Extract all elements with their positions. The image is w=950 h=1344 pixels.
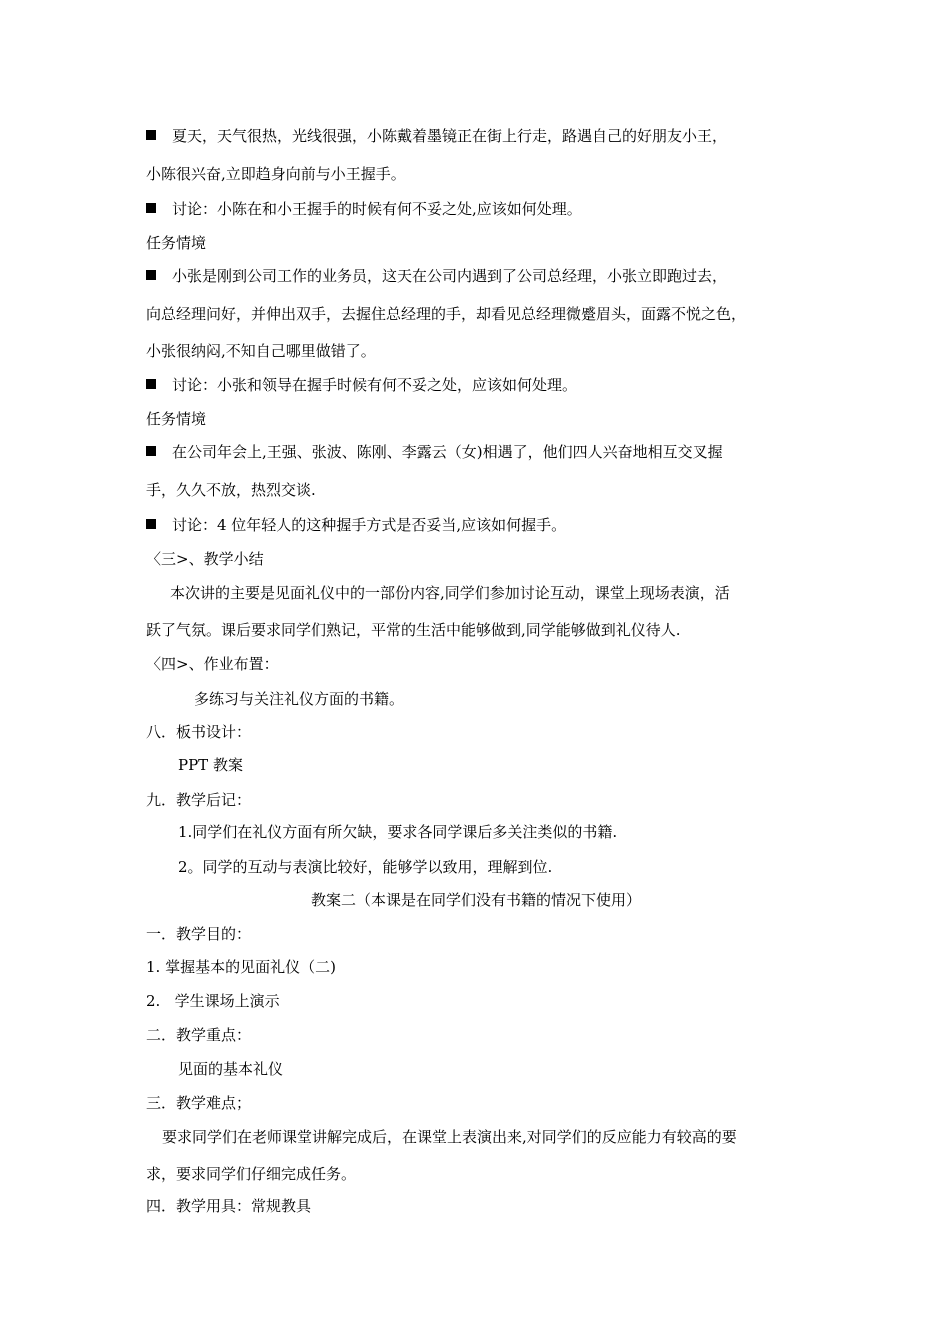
line-text: 1.同学们在礼仪方面有所欠缺，要求各同学课后多关注类似的书籍. (178, 823, 618, 841)
line-text: 任务情境 (146, 234, 207, 252)
lesson-title (146, 890, 806, 910)
line-text: 小张很纳闷,不知自己哪里做错了。 (146, 342, 376, 360)
line-text: PPT 教案 (178, 756, 243, 774)
paragraph-line (146, 164, 806, 184)
paragraph-line (146, 304, 806, 324)
line-text: 教案二（本课是在同学们没有书籍的情况下使用） (310, 891, 641, 909)
line-text: 在公司年会上,王强、张波、陈刚、李露云（女)相遇了，他们四人兴奋地相互交叉握 (172, 443, 723, 461)
bullet-paragraph-line (146, 266, 806, 286)
line-text: 2. 学生课场上演示 (146, 992, 280, 1010)
line-text: 八．板书设计： (146, 723, 252, 741)
bullet-paragraph-line (146, 442, 806, 462)
list-item (146, 991, 806, 1011)
line-text: 讨论：小陈在和小王握手的时候有何不妥之处,应该如何处理。 (172, 200, 582, 218)
paragraph-line (162, 1127, 806, 1147)
line-text: 〈三>、教学小结 (146, 550, 264, 568)
paragraph-line (178, 755, 806, 775)
section-heading (146, 654, 806, 674)
line-text: 任务情境 (146, 410, 207, 428)
line-text: 二．教学重点： (146, 1026, 252, 1044)
line-text: 〈四>、作业布置： (146, 655, 279, 673)
section-heading (146, 549, 806, 569)
line-text: 求，要求同学们仔细完成任务。 (146, 1165, 357, 1183)
line-text: 讨论：小张和领导在握手时候有何不妥之处，应该如何处理。 (172, 376, 578, 394)
line-text: 手，久久不放，热烈交谈. (146, 481, 316, 499)
square-bullet-icon (146, 126, 172, 146)
section-heading (146, 1093, 806, 1113)
line-text: 本次讲的主要是见面礼仪中的一部份内容,同学们参加讨论互动，课堂上现场表演，活 (170, 584, 730, 602)
line-text: 夏天，天气很热，光线很强，小陈戴着墨镜正在街上行走，路遇自己的好朋友小王， (172, 127, 728, 145)
section-heading (146, 924, 806, 944)
section-label (146, 233, 806, 253)
line-text: 一．教学目的： (146, 925, 252, 943)
section-label (146, 409, 806, 429)
line-text: 跃了气氛。课后要求同学们熟记，平常的生活中能够做到,同学能够做到礼仪待人. (146, 621, 681, 639)
line-text: 九．教学后记： (146, 791, 252, 809)
section-heading (146, 790, 806, 810)
paragraph-line (178, 1059, 806, 1079)
line-text: 三．教学难点； (146, 1094, 252, 1112)
line-text: 向总经理问好，并伸出双手，去握住总经理的手，却看见总经理微蹙眉头，面露不悦之色， (146, 305, 747, 323)
line-text: 多练习与关注礼仪方面的书籍。 (194, 690, 405, 708)
line-text: 讨论：4 位年轻人的这种握手方式是否妥当,应该如何握手。 (172, 516, 567, 534)
bullet-paragraph-line (146, 375, 806, 395)
square-bullet-icon (146, 515, 172, 535)
line-text: 见面的基本礼仪 (178, 1060, 284, 1078)
paragraph-line (146, 480, 806, 500)
line-text: 1. 掌握基本的见面礼仪（二) (146, 958, 336, 976)
paragraph-line (170, 583, 806, 603)
paragraph-line (178, 857, 806, 877)
bullet-paragraph-line (146, 515, 806, 535)
line-text: 四．教学用具：常规教具 (146, 1197, 312, 1215)
paragraph-line (178, 822, 806, 842)
square-bullet-icon (146, 199, 172, 219)
line-text: 小张是刚到公司工作的业务员，这天在公司内遇到了公司总经理，小张立即跑过去， (172, 267, 728, 285)
square-bullet-icon (146, 375, 172, 395)
section-heading (146, 1196, 806, 1216)
paragraph-line (194, 689, 806, 709)
list-item (146, 957, 806, 977)
paragraph-line (146, 341, 806, 361)
square-bullet-icon (146, 266, 172, 286)
line-text: 小陈很兴奋,立即趋身向前与小王握手。 (146, 165, 406, 183)
line-text: 要求同学们在老师课堂讲解完成后，在课堂上表演出来,对同学们的反应能力有较高的要 (162, 1128, 737, 1146)
line-text: 2。同学的互动与表演比较好，能够学以致用，理解到位. (178, 858, 553, 876)
bullet-paragraph-line (146, 126, 806, 146)
section-heading (146, 722, 806, 742)
bullet-paragraph-line (146, 199, 806, 219)
paragraph-line (146, 620, 806, 640)
square-bullet-icon (146, 442, 172, 462)
paragraph-line (146, 1164, 806, 1184)
section-heading (146, 1025, 806, 1045)
